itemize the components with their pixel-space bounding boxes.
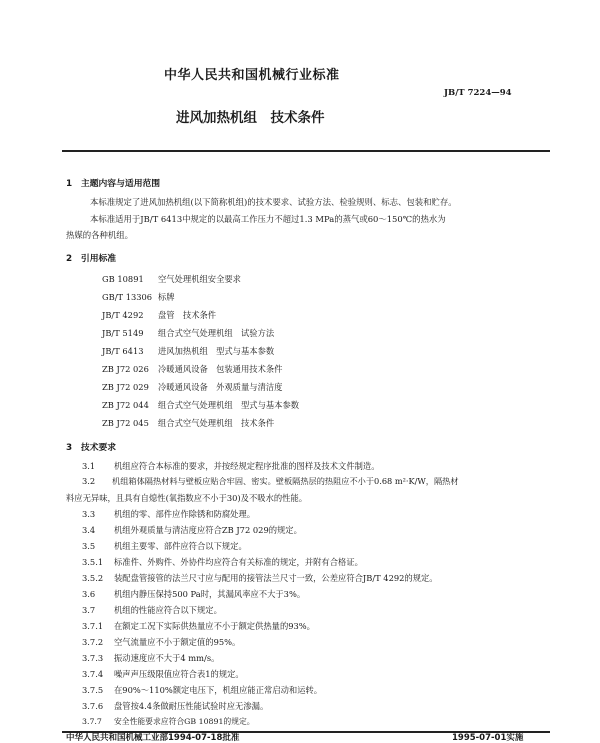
clause-number: 3.6 [82,589,96,599]
reference-item [102,399,299,411]
reference-title: 标牌 [158,292,175,302]
clause-number: 3.7.3 [82,653,104,663]
clause-text: 标准件、外购件、外协件均应符合有关标准的规定，并附有合格证。 [114,557,363,567]
clause-3-5-2 [82,572,438,584]
clause-text: 盘管按4.4条做耐压性能试验时应无渗漏。 [114,701,269,711]
reference-code: ZB J72 029 [102,382,149,392]
reference-item [102,345,274,357]
clause-number: 3.7.2 [82,637,104,647]
reference-title: 冷暖通风设备 包装通用技术条件 [158,364,283,374]
approval-line: 中华人民共和国机械工业部1994-07-18批准 [66,733,240,743]
reference-code: ZB J72 026 [102,364,149,374]
document-title: 进风加热机组 技术条件 [176,110,325,126]
reference-title: 盘管 技术条件 [158,310,217,320]
reference-item [102,273,241,285]
standard-number: JB/T 7224—94 [444,88,512,98]
clause-3-5-1 [82,556,363,568]
reference-title: 进风加热机组 型式与基本参数 [158,346,275,356]
reference-code: GB 10891 [102,274,144,284]
clause-number: 3.5.1 [82,557,104,567]
clause-text: 在90%～110%额定电压下，机组应能正常启动和运转。 [114,685,323,695]
org-title: 中华人民共和国机械行业标准 [164,68,340,83]
reference-code: GB/T 13306 [102,292,153,302]
clause-3-7-6 [82,700,268,712]
clause-text: 振动速度应不大于4 mm/s。 [114,653,220,663]
section-1-paragraph-1: 本标准规定了进风加热机组(以下简称机组)的技术要求、试验方法、检验规则、标志、包装和贮存。 [90,197,457,207]
section-3-heading: 3 技术要求 [66,443,117,453]
clause-number: 3.3 [82,509,96,519]
clause-3-7-4 [82,668,244,680]
reference-code: JB/T 6413 [102,346,144,356]
clause-3-7-3 [82,652,219,664]
clause-3-7-5 [82,684,322,696]
clause-number: 3.7.4 [82,669,104,679]
reference-title: 空气处理机组安全要求 [158,274,241,284]
clause-number: 3.5.2 [82,573,104,583]
section-1-paragraph-2-line-2: 热媒的各种机组。 [66,230,133,240]
clause-number: 3.7.6 [82,701,104,711]
clause-text: 机组内静压保持500 Pa时，其漏风率应不大于3%。 [114,589,306,599]
effective-date: 1995-07-01实施 [452,733,524,743]
clause-number: 3.2 [82,476,96,486]
reference-title: 冷暖通风设备 外观质量与清洁度 [158,382,283,392]
reference-title: 组合式空气处理机组 型式与基本参数 [158,400,300,410]
clause-3-5 [82,540,247,552]
clause-text: 机组箱体隔热材料与壁板应贴合牢固、密实。壁板隔热层的热阻应不小于0.68 m²·K/W，隔热材 [112,476,459,486]
clause-3-7-1 [82,620,315,632]
clause-3-7-7 [82,716,255,727]
clause-3-1 [82,460,380,472]
reference-code: ZB J72 044 [102,400,149,410]
clause-number: 3.7.1 [82,621,104,631]
reference-title: 组合式空气处理机组 技术条件 [158,418,275,428]
reference-item [102,381,282,393]
clause-text: 机组应符合本标准的要求，并按经规定程序批准的图样及技术文件制造。 [114,461,380,471]
clause-number: 3.5 [82,541,96,551]
clause-text: 噪声声压级限值应符合表1的规定。 [114,669,244,679]
clause-text: 安全性能要求应符合GB 10891的规定。 [114,717,255,726]
section-2-heading: 2 引用标准 [66,254,117,264]
clause-text: 装配盘管接管的法兰尺寸应与配用的接管法兰尺寸一致，公差应符合JB/T 4292的规定。 [114,573,438,583]
clause-3-3 [82,508,255,520]
reference-code: JB/T 4292 [102,310,144,320]
reference-code: ZB J72 045 [102,418,149,428]
clause-3-4 [82,524,302,536]
header-divider [62,150,550,152]
reference-code: JB/T 5149 [102,328,144,338]
clause-number: 3.7 [82,605,96,615]
clause-3-6 [82,588,305,600]
reference-item [102,417,274,429]
section-1-paragraph-2-line-1: 本标准适用于JB/T 6413中规定的以最高工作压力不超过1.3 MPa的蒸气或60～150℃的热水为 [90,214,446,224]
clause-text: 机组的零、部件应作除锈和防腐处理。 [114,509,256,519]
clause-3-7-2 [82,636,240,648]
clause-text: 机组主要零、部件应符合以下规定。 [114,541,247,551]
clause-text: 机组外观质量与清洁度应符合ZB J72 029的规定。 [114,525,302,535]
clause-number: 3.4 [82,525,96,535]
clause-number: 3.7.7 [82,717,102,726]
section-1-heading: 1 主题内容与适用范围 [66,179,161,189]
clause-number: 3.7.5 [82,685,104,695]
clause-text: 空气流量应不小于额定值的95%。 [114,637,241,647]
reference-item [102,291,175,303]
clause-3-2-continuation: 料应无异味，且具有自熄性(氧指数应不小于30)及不吸水的性能。 [66,493,308,503]
clause-number: 3.1 [82,461,96,471]
clause-3-2 [82,476,459,487]
reference-title: 组合式空气处理机组 试验方法 [158,328,275,338]
reference-item [102,363,282,375]
clause-text: 在额定工况下实际供热量应不小于额定供热量的93%。 [114,621,315,631]
clause-3-7 [82,604,222,616]
reference-item [102,327,274,339]
reference-item [102,309,216,321]
clause-text: 机组的性能应符合以下规定。 [114,605,222,615]
